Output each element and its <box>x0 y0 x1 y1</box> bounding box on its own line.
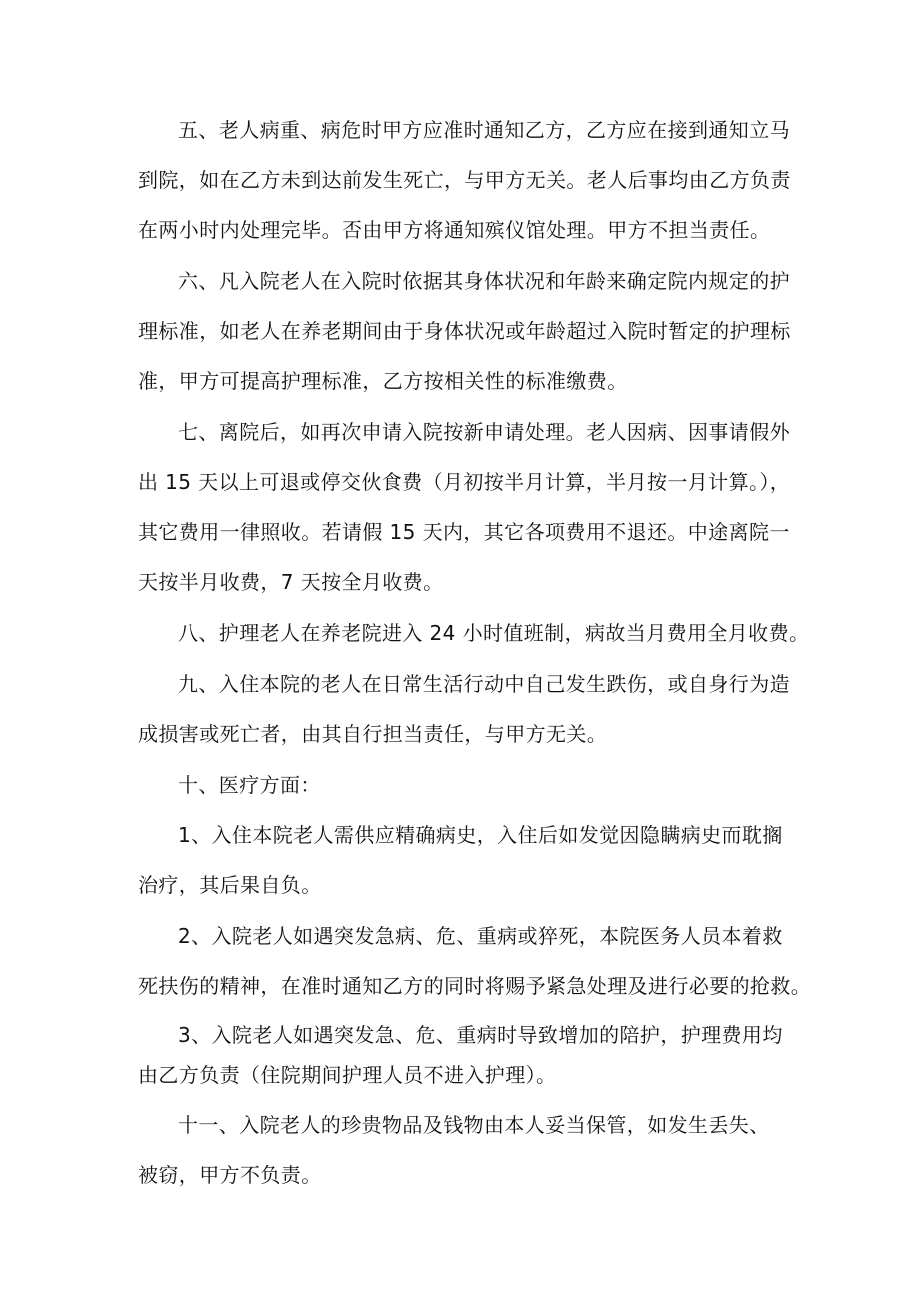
clause-line: 天按半月收费，7 天按全月收费。 <box>138 570 444 594</box>
clause-line: 3、入院老人如遇突发急、危、重病时导致增加的陪护，护理费用均 <box>178 1023 783 1047</box>
clause-line: 死扶伤的精神，在准时通知乙方的同时将赐予紧急处理及进行必要的抢救。 <box>138 974 812 998</box>
clause-line: 出 15 天以上可退或停交伙食费（月初按半月计算，半月按一月计算。）， <box>138 470 791 494</box>
clause-line: 由乙方负责（住院期间护理人员不进入护理）。 <box>138 1063 557 1087</box>
clause-line: 准，甲方可提高护理标准，乙方按相关性的标准缴费。 <box>138 369 628 393</box>
clause-line: 七、离院后，如再次申请入院按新申请处理。老人因病、因事请假外 <box>178 420 790 444</box>
clause-line: 到院，如在乙方未到达前发生死亡，与甲方无关。老人后事均由乙方负责 <box>138 168 791 192</box>
clause-line: 被窃，甲方不负责。 <box>138 1163 322 1187</box>
clause-line: 九、入住本院的老人在日常生活行动中自己发生跌伤，或自身行为造 <box>178 672 790 696</box>
clause-line: 八、护理老人在养老院进入 24 小时值班制，病故当月费用全月收费。 <box>178 621 810 645</box>
clause-line: 2、入院老人如遇突发急病、危、重病或猝死，本院医务人员本着救 <box>178 924 783 948</box>
clause-line: 五、老人病重、病危时甲方应准时通知乙方，乙方应在接到通知立马 <box>178 118 790 142</box>
clause-line: 理标准，如老人在养老期间由于身体状况或年龄超过入院时暂定的护理标 <box>138 319 791 343</box>
clause-line: 1、入住本院老人需供应精确病史，入住后如发觉因隐瞒病史而耽搁 <box>178 823 783 847</box>
clause-line: 六、凡入院老人在入院时依据其身体状况和年龄来确定院内规定的护 <box>178 269 790 293</box>
clause-line: 十、医疗方面： <box>178 773 321 797</box>
clause-line: 在两小时内处理完毕。否由甲方将通知殡仪馆处理。甲方不担当责任。 <box>138 218 771 242</box>
clause-line: 成损害或死亡者，由其自行担当责任，与甲方无关。 <box>138 722 608 746</box>
clause-line: 十一、入院老人的珍贵物品及钱物由本人妥当保管，如发生丢失、 <box>178 1113 770 1137</box>
clause-line: 其它费用一律照收。若请假 15 天内，其它各项费用不退还。中途离院一 <box>138 520 790 544</box>
clause-line: 治疗，其后果自负。 <box>138 873 322 897</box>
